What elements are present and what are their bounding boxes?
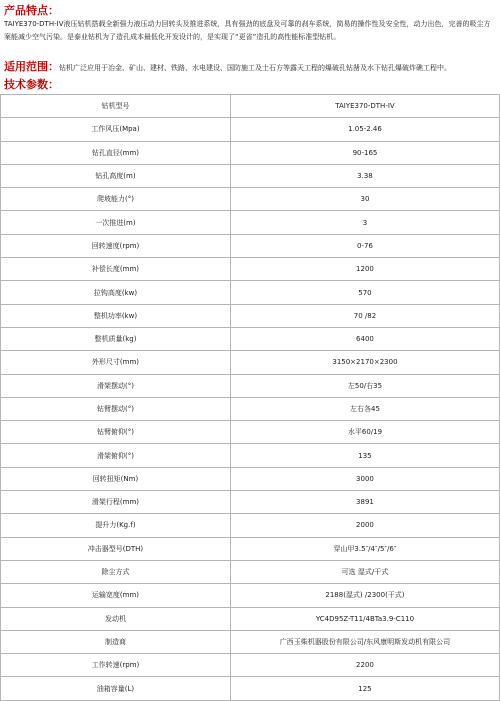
product-features-text: TAIYE370-DTH-IV液压钻机搭载全新强力液压动力回转头及推进系统，具有强劲的底盘及可靠的刹车系统，简易的操作性及安全性，动力出色，完善的吸尘方案能减少空气污染。是泰业钻机为了造孔成本最低化开发设计的，是实现了“更省”造孔的高性能标准型钻机。 xyxy=(4,20,491,41)
spec-label: 工作转速(rpm) xyxy=(1,654,231,677)
scope-paragraph xyxy=(0,60,500,75)
table-row xyxy=(1,630,500,653)
spec-value: 3150×2170×2300 xyxy=(230,351,499,374)
table-row xyxy=(1,397,500,420)
spec-label: 整机功率(kw) xyxy=(1,304,231,327)
table-row xyxy=(1,188,500,211)
spec-value: 左50/右35 xyxy=(230,374,499,397)
spec-value: 30 xyxy=(230,188,499,211)
spec-value: 3891 xyxy=(230,491,499,514)
spec-label: 冲击器型号(DTH) xyxy=(1,537,231,560)
table-row xyxy=(1,304,500,327)
table-row xyxy=(1,258,500,281)
table-row xyxy=(1,164,500,187)
spec-label: 钻孔直径(mm) xyxy=(1,141,231,164)
spec-table xyxy=(0,94,500,701)
spec-label: 除尘方式 xyxy=(1,560,231,583)
scope-text: 钻机广泛应用于冶金、矿山、建材、铁路、水电建设、国防施工及土石方等露天工程的爆破孔钻凿及水下钻孔爆破炸礁工程中。 xyxy=(59,64,451,72)
spec-label: 油箱容量(L) xyxy=(1,677,231,700)
spec-value: TAIYE370-DTH-IV xyxy=(230,95,499,118)
scope-section xyxy=(0,60,500,75)
table-row xyxy=(1,234,500,257)
spec-value: 70 /82 xyxy=(230,304,499,327)
table-row xyxy=(1,560,500,583)
table-row xyxy=(1,374,500,397)
table-row xyxy=(1,118,500,141)
spec-value: 1.05-2.46 xyxy=(230,118,499,141)
spec-label: 回转扭矩(Nm) xyxy=(1,467,231,490)
spec-value: 可选 湿式/干式 xyxy=(230,560,499,583)
spec-label: 钻臂俯仰(°) xyxy=(1,421,231,444)
table-row xyxy=(1,537,500,560)
spec-label: 滑架俯仰(°) xyxy=(1,444,231,467)
spec-label: 工作风压(Mpa) xyxy=(1,118,231,141)
spec-label: 制造商 xyxy=(1,630,231,653)
scope-title: 适用范围： xyxy=(4,60,59,73)
table-row xyxy=(1,514,500,537)
spec-value: 6400 xyxy=(230,327,499,350)
spec-value: 水平60/19 xyxy=(230,421,499,444)
spec-label: 钻机型号 xyxy=(1,95,231,118)
spec-label: 运输宽度(mm) xyxy=(1,584,231,607)
spec-label: 钻臂摆动(°) xyxy=(1,397,231,420)
spec-value: 2000 xyxy=(230,514,499,537)
table-row xyxy=(1,327,500,350)
params-section xyxy=(0,78,500,92)
table-row xyxy=(1,584,500,607)
spec-value: 125 xyxy=(230,677,499,700)
table-row xyxy=(1,141,500,164)
spec-label: 补偿长度(mm) xyxy=(1,258,231,281)
table-row xyxy=(1,211,500,234)
spec-label: 回转速度(rpm) xyxy=(1,234,231,257)
spec-label: 发动机 xyxy=(1,607,231,630)
spec-value: 2188(湿式) /2300(干式) xyxy=(230,584,499,607)
product-features-section xyxy=(0,4,500,44)
table-row xyxy=(1,95,500,118)
table-row xyxy=(1,421,500,444)
spec-label: 爬坡能力(°) xyxy=(1,188,231,211)
spec-label: 提升力(Kg.f) xyxy=(1,514,231,537)
spec-value: 2200 xyxy=(230,654,499,677)
spec-value: 90-165 xyxy=(230,141,499,164)
spec-label: 整机质量(kg) xyxy=(1,327,231,350)
spec-label: 一次推进(m) xyxy=(1,211,231,234)
table-row xyxy=(1,351,500,374)
table-row xyxy=(1,677,500,700)
table-row xyxy=(1,444,500,467)
spec-label: 滑架行程(mm) xyxy=(1,491,231,514)
spec-value: 左右各45 xyxy=(230,397,499,420)
spec-value: 3 xyxy=(230,211,499,234)
spec-value: 1200 xyxy=(230,258,499,281)
spec-value: 135 xyxy=(230,444,499,467)
spec-label: 钻孔高度(m) xyxy=(1,164,231,187)
table-row xyxy=(1,607,500,630)
spec-value: 570 xyxy=(230,281,499,304)
spec-value: YC4D95Z-T11/4BTa3.9-C110 xyxy=(230,607,499,630)
table-row xyxy=(1,281,500,304)
product-features-title: 产品特点： xyxy=(4,4,59,17)
table-row xyxy=(1,467,500,490)
spec-label: 滑架摆动(°) xyxy=(1,374,231,397)
spec-value: 3000 xyxy=(230,467,499,490)
spec-value: 0-76 xyxy=(230,234,499,257)
table-row xyxy=(1,654,500,677)
spec-table-body xyxy=(1,95,500,701)
spec-label: 外形尺寸(mm) xyxy=(1,351,231,374)
table-row xyxy=(1,491,500,514)
spec-value: 穿山甲3.5″/4″/5″/6″ xyxy=(230,537,499,560)
spec-label: 拉钩高度(kw) xyxy=(1,281,231,304)
spec-value: 3.38 xyxy=(230,164,499,187)
params-title: 技术参数： xyxy=(4,78,59,91)
spec-value: 广西玉柴机器股份有限公司/东风康明斯发动机有限公司 xyxy=(230,630,499,653)
